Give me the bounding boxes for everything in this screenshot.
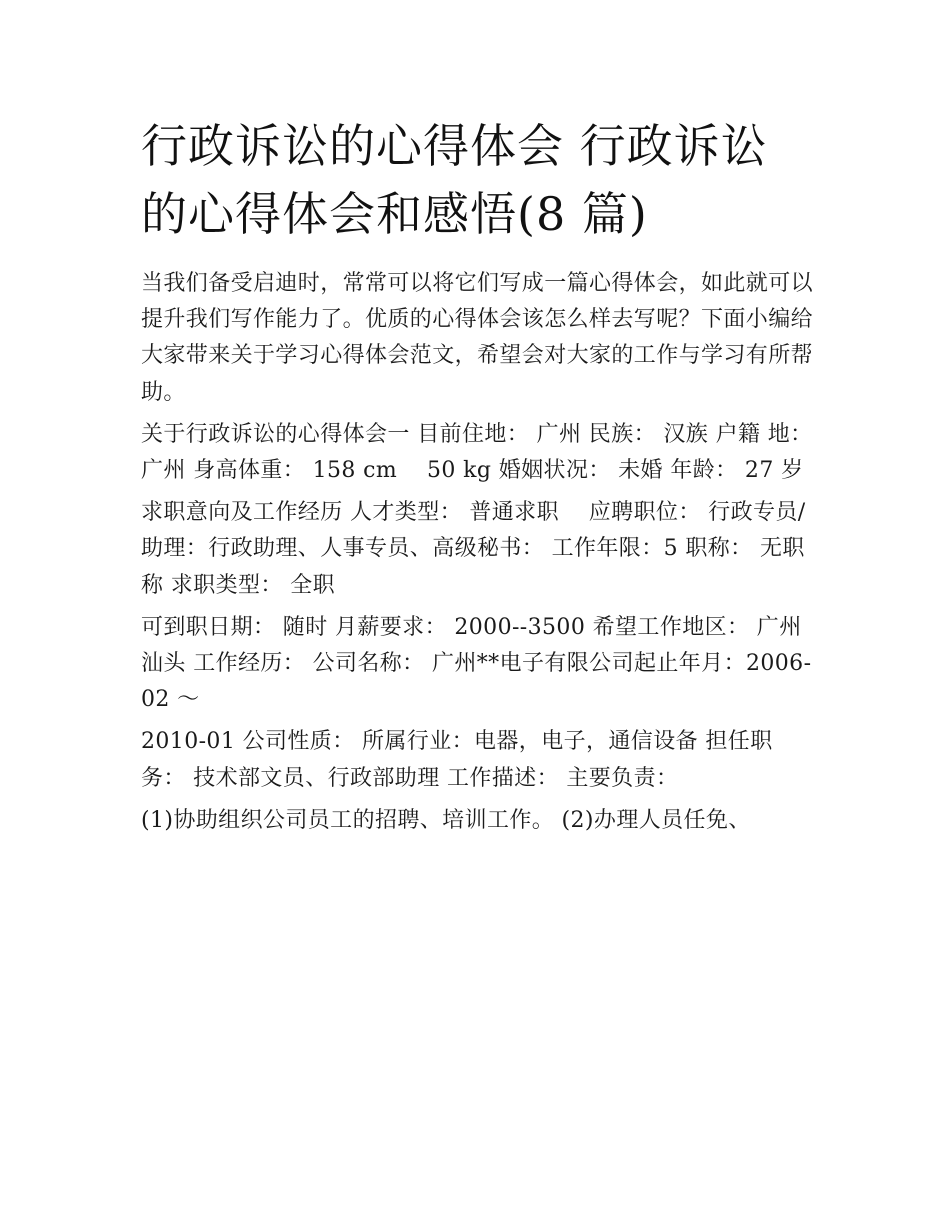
document-title: 行政诉讼的心得体会 行政诉讼的心得体会和感悟(8 篇)	[141, 119, 768, 241]
paragraph-personal-info: 关于行政诉讼的心得体会一 目前住地： 广州 民族： 汉族 户籍 地： 广州 身高体重： 158 cm 50 kg 婚姻状况： 未婚 年龄： 27 岁	[141, 421, 813, 484]
document-page	[141, 112, 813, 839]
paragraph-intro: 当我们备受启迪时，常常可以将它们写成一篇心得体会，如此就可以提升我们写作能力了。优质的心得体会该怎么样去写呢？下面小编给大家带来关于学习心得体会范文，希望会对大家的工作与学习有所帮助。	[141, 271, 814, 405]
paragraph-duties: (1)协助组织公司员工的招聘、培训工作。 (2)办理人员任免、	[141, 807, 751, 833]
paragraph-availability: 可到职日期： 随时 月薪要求： 2000--3500 希望工作地区： 广州 汕头 工作经历： 公司名称： 广州**电子有限公司起止年月：2006-02 ～	[141, 614, 812, 713]
paragraph-job-intent: 求职意向及工作经历 人才类型： 普通求职 应聘职位： 行政专员/助理：行政助理、人事专员、高级秘书： 工作年限：5 职称： 无职称 求职类型： 全职	[141, 500, 806, 598]
paragraph-company-info: 2010-01 公司性质： 所属行业：电器，电子，通信设备 担任职务： 技术部文员、行政部助理 工作描述： 主要负责：	[141, 729, 773, 791]
